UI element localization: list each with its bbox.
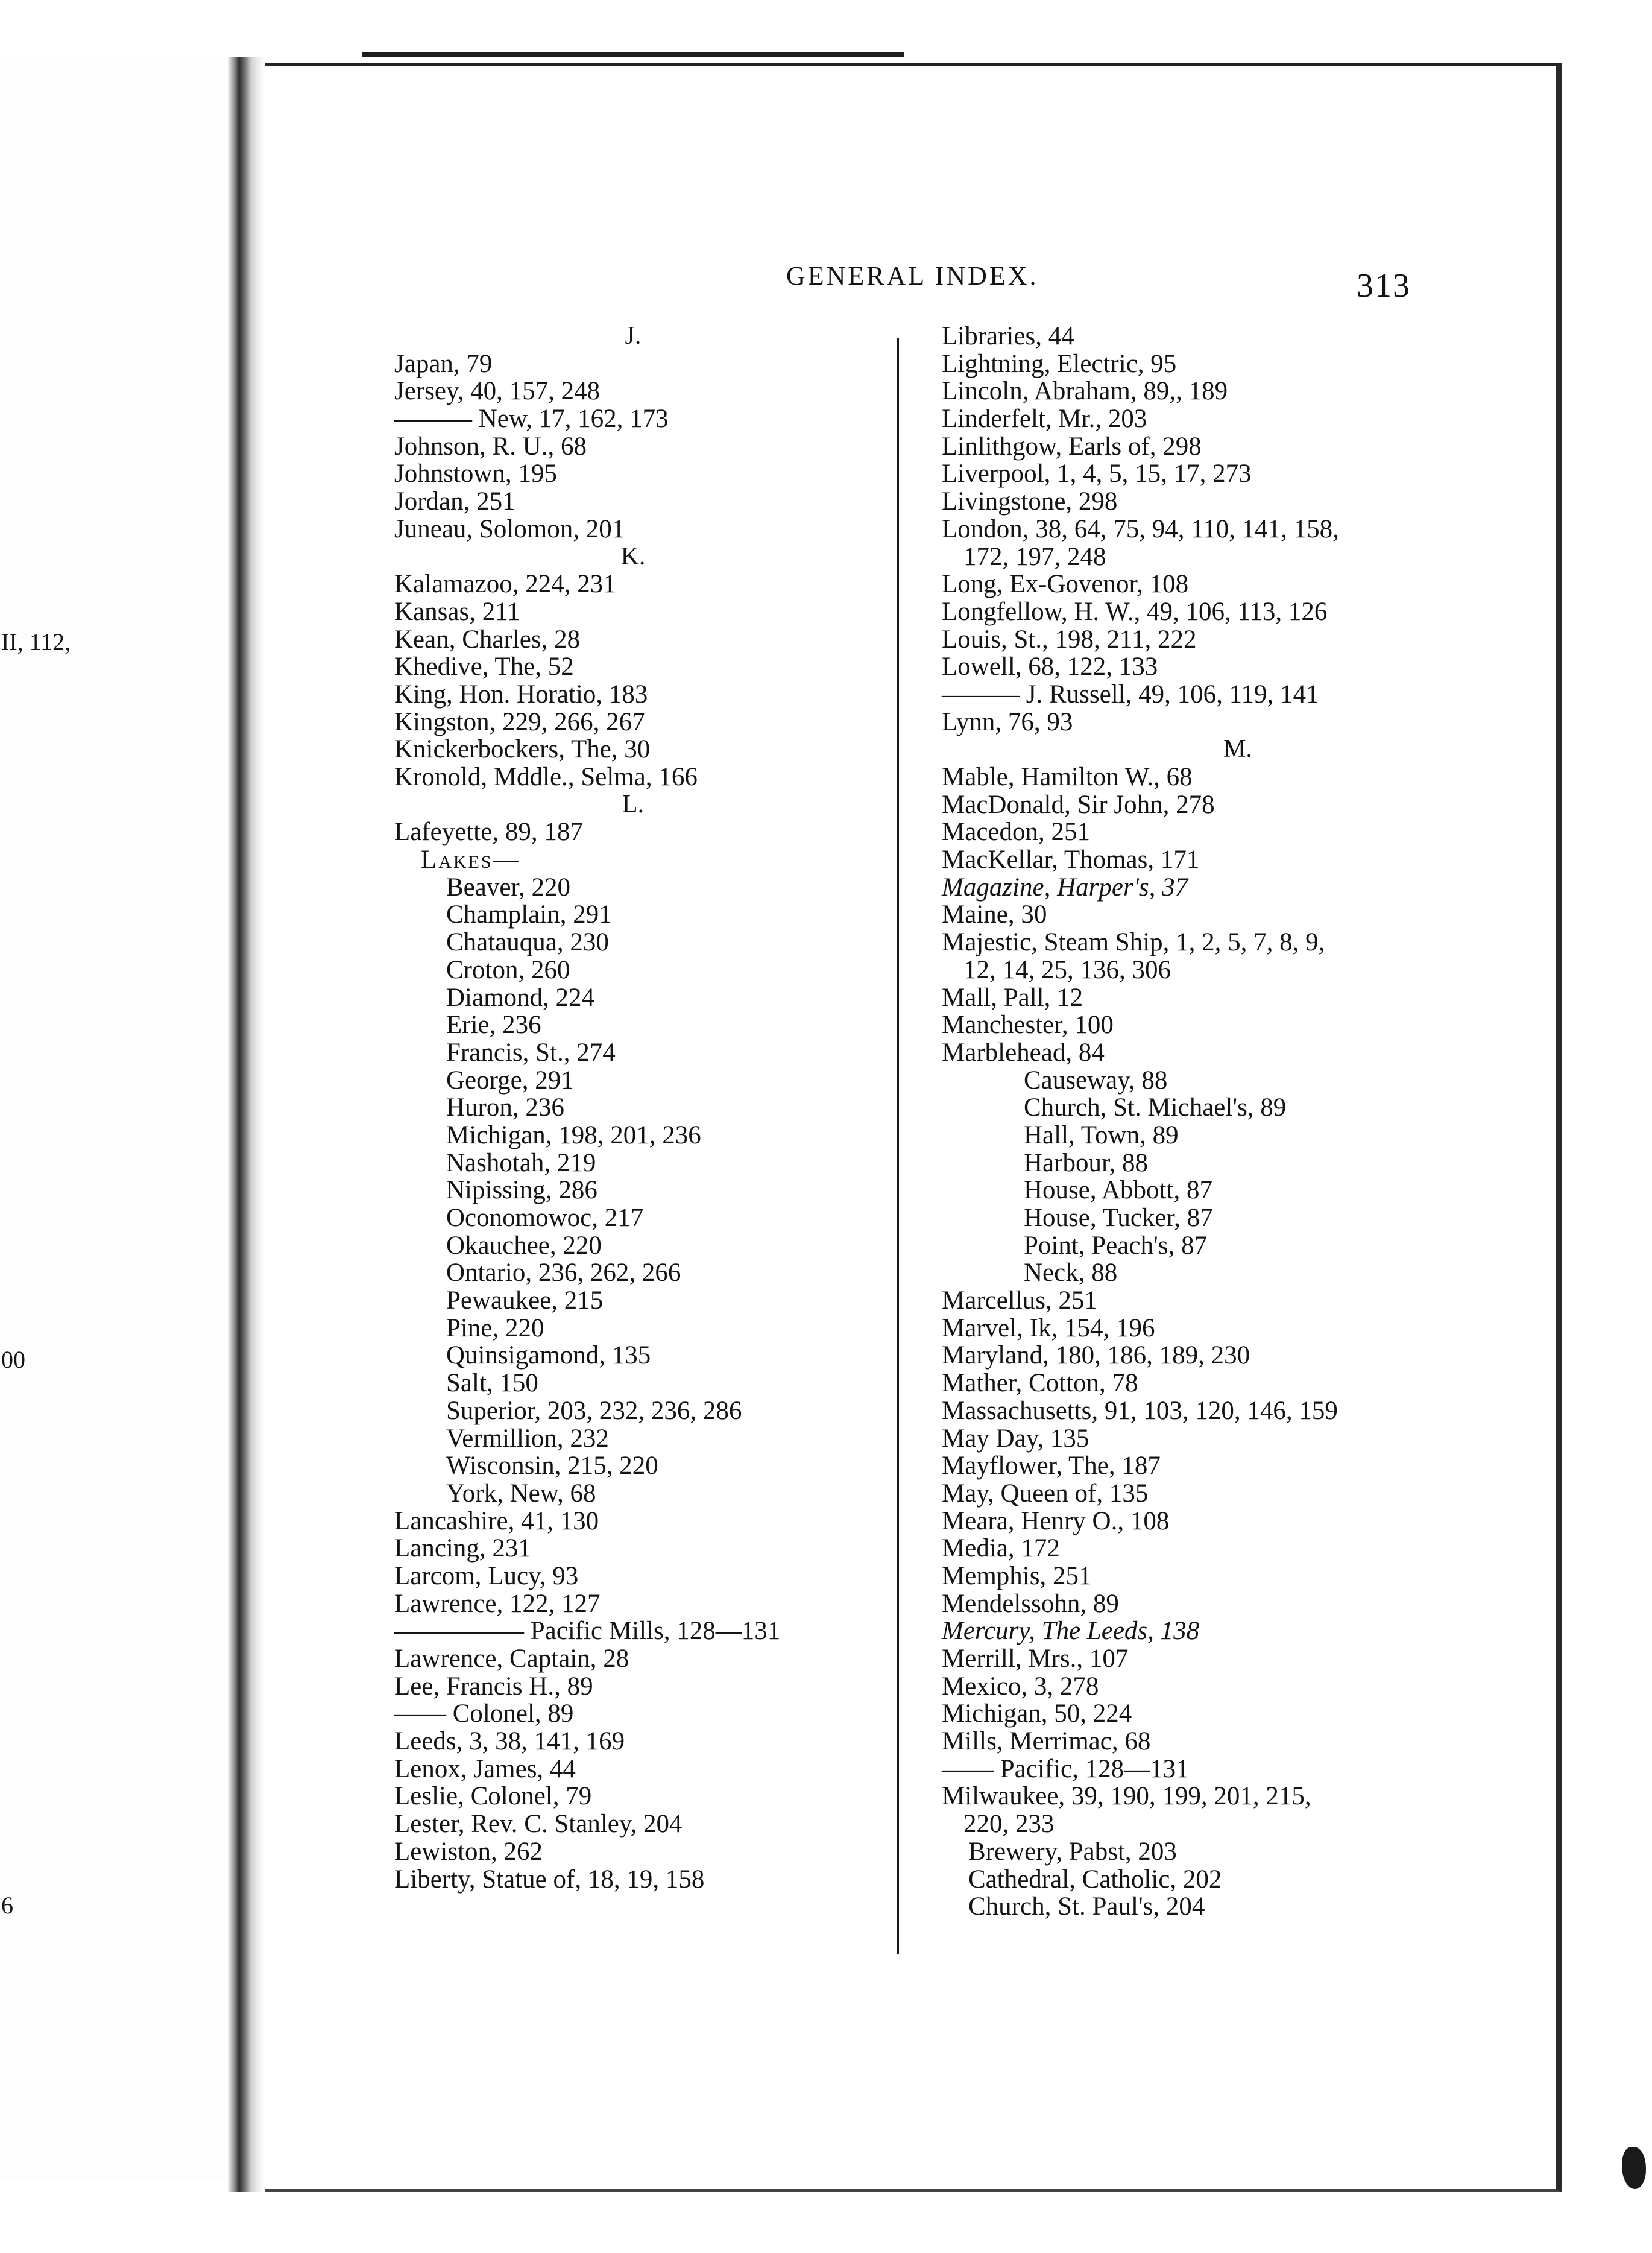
entry-text: Linderfelt, Mr., 203 (942, 405, 1147, 434)
entry-text: Lenox, James, 44 (394, 1754, 576, 1783)
index-entry (927, 846, 1548, 874)
index-entry (927, 1287, 1548, 1315)
running-header: GENERAL INDEX. (786, 261, 1039, 291)
entry-text: Erie, 236 (446, 1011, 541, 1040)
index-entry (380, 350, 886, 378)
index-entry (927, 1810, 1548, 1838)
previous-page-fragment (0, 57, 238, 2180)
index-entry (927, 598, 1548, 626)
entry-text: Salt, 150 (446, 1369, 538, 1398)
entry-text: Liverpool, 1, 4, 5, 15, 17, 273 (942, 460, 1252, 488)
entry-text: Leeds, 3, 38, 141, 169 (394, 1727, 625, 1756)
entry-text: Hall, Town, 89 (1024, 1120, 1179, 1149)
entry-text: Media, 172 (942, 1534, 1060, 1563)
index-entry (380, 460, 886, 488)
index-entry (927, 460, 1548, 488)
entry-text: Johnson, R. U., 68 (394, 432, 587, 461)
entry-text: Superior, 203, 232, 236, 286 (446, 1396, 742, 1425)
index-entry (927, 818, 1548, 846)
entry-text: Marcellus, 251 (942, 1286, 1097, 1315)
entry-text: Champlain, 291 (446, 900, 612, 929)
entry-text: Huron, 236 (446, 1093, 564, 1122)
index-entry (927, 1094, 1548, 1122)
entry-text: Harbour, 88 (1024, 1148, 1149, 1177)
entry-text: Maine, 30 (942, 900, 1047, 929)
entry-text: Oconomowoc, 217 (446, 1204, 644, 1232)
index-entry (927, 1370, 1548, 1397)
index-entry (927, 653, 1548, 681)
index-entry (927, 1011, 1548, 1039)
entry-text: Francis, St., 274 (446, 1038, 616, 1067)
index-entry (380, 1508, 886, 1535)
entry-text: Magazine, Harper's, 37 (942, 873, 1188, 902)
entry-text: Khedive, The, 52 (394, 653, 574, 681)
index-entry (380, 1370, 886, 1397)
entry-text: 172, 197, 248 (963, 542, 1106, 571)
index-entry (927, 1149, 1548, 1177)
index-entry (380, 488, 886, 516)
index-entry (380, 1204, 886, 1232)
entry-text: Meara, Henry O., 108 (942, 1506, 1170, 1535)
index-entry (927, 1204, 1548, 1232)
index-entry (380, 516, 886, 543)
entry-text: Maryland, 180, 186, 189, 230 (942, 1341, 1250, 1370)
index-entry (380, 681, 886, 709)
index-entry (927, 1728, 1548, 1755)
page-number: 313 (1357, 267, 1411, 305)
index-entry (927, 929, 1548, 956)
entry-text: Pewaukee, 215 (446, 1286, 604, 1315)
index-entry (927, 570, 1548, 598)
index-entry (380, 1011, 886, 1039)
index-entry (380, 1645, 886, 1673)
entry-text: Lynn, 76, 93 (942, 707, 1073, 736)
index-entry (927, 488, 1548, 516)
index-entry (380, 1067, 886, 1095)
entry-text: Mable, Hamilton W., 68 (942, 763, 1193, 791)
entry-text: Mather, Cotton, 78 (942, 1369, 1138, 1398)
entry-text: London, 38, 64, 75, 94, 110, 141, 158, (942, 514, 1339, 543)
entry-text: Lightning, Electric, 95 (942, 349, 1177, 378)
index-entry (927, 1783, 1548, 1810)
entry-text: Kean, Charles, 28 (394, 625, 581, 654)
entry-text: Louis, St., 198, 211, 222 (942, 625, 1197, 654)
entry-text: Wisconsin, 215, 220 (446, 1452, 658, 1480)
index-entry (380, 846, 886, 874)
entry-text: Memphis, 251 (942, 1561, 1092, 1590)
index-entry (927, 433, 1548, 461)
index-entry (927, 626, 1548, 654)
entry-text: Nashotah, 219 (446, 1148, 596, 1177)
entry-text: Michigan, 198, 201, 236 (446, 1120, 701, 1149)
entry-text: Longfellow, H. W., 49, 106, 113, 126 (942, 597, 1328, 626)
index-entry (380, 984, 886, 1012)
entry-text: ——— J. Russell, 49, 106, 119, 141 (942, 680, 1319, 709)
index-entry (380, 1700, 886, 1728)
entry-text: Linlithgow, Earls of, 298 (942, 432, 1202, 461)
entry-text: Mayflower, The, 187 (942, 1452, 1161, 1480)
entry-text: Lawrence, Captain, 28 (394, 1645, 629, 1673)
index-entry (380, 653, 886, 681)
index-entry (927, 1838, 1548, 1866)
entry-text: Neck, 88 (1024, 1259, 1118, 1288)
index-column-left (380, 323, 886, 1893)
entry-text: Lewiston, 262 (394, 1837, 543, 1866)
entry-text: Milwaukee, 39, 190, 199, 201, 215, (942, 1782, 1311, 1811)
entry-text: ——— New, 17, 162, 173 (394, 405, 669, 434)
section-letter (380, 323, 886, 350)
entry-text: Mercury, The Leeds, 138 (942, 1617, 1200, 1646)
section-letter (380, 791, 886, 819)
entry-text: Lincoln, Abraham, 89,, 189 (942, 377, 1228, 406)
entry-text: Causeway, 88 (1024, 1066, 1168, 1095)
entry-text: Merrill, Mrs., 107 (942, 1645, 1129, 1673)
index-entry (927, 1617, 1548, 1645)
index-entry (380, 874, 886, 902)
entry-text: Mills, Merrimac, 68 (942, 1727, 1151, 1756)
entry-text: Leslie, Colonel, 79 (394, 1782, 592, 1811)
index-entry (927, 709, 1548, 736)
entry-text: Lee, Francis H., 89 (394, 1672, 593, 1701)
index-entry (380, 1617, 886, 1645)
entry-text: Lowell, 68, 122, 133 (942, 653, 1158, 681)
index-entry (927, 516, 1548, 543)
index-entry (927, 378, 1548, 405)
entry-text: Kronold, Mddle., Selma, 166 (394, 763, 698, 791)
index-entry (380, 1563, 886, 1590)
index-entry (927, 1480, 1548, 1508)
index-entry (380, 570, 886, 598)
index-entry (380, 929, 886, 956)
entry-text: George, 291 (446, 1066, 574, 1095)
index-entry (927, 901, 1548, 929)
entry-text: 220, 233 (963, 1810, 1055, 1839)
entry-text: L. (622, 790, 645, 818)
entry-text: Marvel, Ik, 154, 196 (942, 1313, 1155, 1342)
index-entry (927, 956, 1548, 984)
entry-text: Marblehead, 84 (942, 1038, 1105, 1067)
entry-text: Long, Ex-Govenor, 108 (942, 570, 1189, 599)
entry-text: York, New, 68 (446, 1479, 596, 1508)
index-entry (380, 956, 886, 984)
entry-text: Brewery, Pabst, 203 (968, 1837, 1177, 1866)
entry-text: Massachusetts, 91, 103, 120, 146, 159 (942, 1396, 1338, 1425)
entry-text: M. (1223, 735, 1252, 763)
margin-fragment: 00 (1, 1346, 25, 1373)
page-top-edge (362, 52, 904, 57)
index-entry (927, 1893, 1548, 1921)
index-entry (380, 1673, 886, 1701)
entry-text: Lancing, 231 (394, 1534, 531, 1563)
index-entry (380, 1342, 886, 1370)
entry-text: Larcom, Lucy, 93 (394, 1561, 579, 1590)
entry-text: Kansas, 211 (394, 597, 520, 626)
entry-text: Church, St. Michael's, 89 (1024, 1093, 1287, 1122)
entry-text: House, Abbott, 87 (1024, 1176, 1212, 1205)
entry-text: Beaver, 220 (446, 873, 571, 902)
entry-text: Cathedral, Catholic, 202 (968, 1865, 1222, 1894)
index-entry (380, 1232, 886, 1260)
entry-text: Juneau, Solomon, 201 (394, 514, 625, 543)
index-entry (927, 1122, 1548, 1149)
entry-text: Jordan, 251 (394, 487, 515, 516)
index-entry (380, 1039, 886, 1067)
scan-blemish (1622, 2147, 1646, 2189)
index-entry (927, 1755, 1548, 1783)
entry-text: Vermillion, 232 (446, 1424, 609, 1453)
index-entry (927, 1315, 1548, 1342)
entry-text: Pine, 220 (446, 1313, 544, 1342)
entry-text: Liberty, Statue of, 18, 19, 158 (394, 1865, 705, 1894)
index-entry (927, 791, 1548, 819)
index-entry (927, 1645, 1548, 1673)
index-entry (380, 1452, 886, 1480)
entry-text: ————— Pacific Mills, 128—131 (394, 1617, 781, 1646)
index-entry (380, 1425, 886, 1453)
index-entry (380, 1315, 886, 1342)
margin-fragment: II, 112, (1, 628, 71, 656)
index-entry (927, 1397, 1548, 1425)
entry-text: MacDonald, Sir John, 278 (942, 790, 1215, 819)
index-entry (380, 1397, 886, 1425)
index-column-right (927, 323, 1548, 1921)
section-letter (927, 736, 1548, 763)
entry-text: Lancashire, 41, 130 (394, 1506, 599, 1535)
entry-text: Point, Peach's, 87 (1024, 1231, 1207, 1260)
entry-text: Church, St. Paul's, 204 (968, 1892, 1205, 1921)
index-entry (927, 1508, 1548, 1535)
index-entry (380, 1810, 886, 1838)
index-entry (380, 1755, 886, 1783)
index-entry (380, 1177, 886, 1204)
index-entry (380, 1122, 886, 1149)
index-entry (380, 1287, 886, 1315)
entry-text: Nipissing, 286 (446, 1176, 597, 1205)
index-entry (927, 763, 1548, 791)
index-entry (927, 1259, 1548, 1287)
entry-text: Mexico, 3, 278 (942, 1672, 1099, 1701)
entry-text: Lafeyette, 89, 187 (394, 818, 583, 847)
entry-text: House, Tucker, 87 (1024, 1204, 1213, 1232)
index-entry (927, 1425, 1548, 1453)
entry-text: May Day, 135 (942, 1424, 1089, 1453)
entry-text: MacKellar, Thomas, 171 (942, 845, 1200, 874)
entry-text: K. (620, 542, 646, 570)
index-entry (927, 1590, 1548, 1618)
entry-text: Manchester, 100 (942, 1011, 1114, 1040)
entry-text: King, Hon. Horatio, 183 (394, 680, 648, 709)
entry-text: Libraries, 44 (942, 322, 1074, 350)
entry-text: Croton, 260 (446, 955, 570, 984)
entry-text: Livingstone, 298 (942, 487, 1118, 516)
index-entry (380, 598, 886, 626)
entry-text: May, Queen of, 135 (942, 1479, 1149, 1508)
entry-text: Chatauqua, 230 (446, 928, 609, 957)
index-entry (927, 1452, 1548, 1480)
book-gutter (228, 57, 265, 2192)
entry-text: Michigan, 50, 224 (942, 1699, 1132, 1728)
index-entry (380, 1259, 886, 1287)
entry-text: J. (625, 322, 642, 350)
index-entry (380, 1094, 886, 1122)
entry-text: —— Pacific, 128—131 (942, 1754, 1189, 1783)
entry-text: Mendelssohn, 89 (942, 1589, 1119, 1618)
index-entry (927, 1039, 1548, 1067)
index-entry (380, 1728, 886, 1755)
entry-text: Knickerbockers, The, 30 (394, 735, 651, 764)
entry-text: Lester, Rev. C. Stanley, 204 (394, 1810, 683, 1839)
entry-text: Johnstown, 195 (394, 460, 557, 488)
index-entry (927, 405, 1548, 433)
index-entry (927, 1342, 1548, 1370)
entry-text: —— Colonel, 89 (394, 1699, 574, 1728)
entry-text: Kalamazoo, 224, 231 (394, 570, 616, 599)
index-entry (927, 1866, 1548, 1894)
index-entry (927, 543, 1548, 571)
margin-fragment: 6 (1, 1892, 13, 1919)
index-entry (380, 736, 886, 763)
entry-text: Diamond, 224 (446, 983, 595, 1012)
index-entry (380, 763, 886, 791)
entry-text: Mall, Pall, 12 (942, 983, 1083, 1012)
index-entry (927, 984, 1548, 1012)
index-entry (927, 1067, 1548, 1095)
index-entry (380, 709, 886, 736)
index-entry (927, 1563, 1548, 1590)
index-entry (380, 1480, 886, 1508)
index-entry (380, 626, 886, 654)
index-entry (380, 1866, 886, 1894)
index-entry (380, 1783, 886, 1810)
index-entry (927, 1177, 1548, 1204)
index-entry (927, 1535, 1548, 1563)
index-entry (380, 901, 886, 929)
entry-text: Ontario, 236, 262, 266 (446, 1259, 681, 1288)
index-entry (380, 1535, 886, 1563)
index-entry (380, 1838, 886, 1866)
index-entry (380, 378, 886, 405)
entry-text: Quinsigamond, 135 (446, 1341, 651, 1370)
index-entry (927, 323, 1548, 350)
entry-text: Lakes— (421, 845, 521, 874)
index-entry (380, 433, 886, 461)
entry-text: Kingston, 229, 266, 267 (394, 707, 645, 736)
index-entry (380, 1149, 886, 1177)
entry-text: Lawrence, 122, 127 (394, 1589, 601, 1618)
index-entry (927, 350, 1548, 378)
index-entry (380, 1590, 886, 1618)
index-entry (927, 874, 1548, 902)
index-entry (927, 1700, 1548, 1728)
entry-text: Macedon, 251 (942, 818, 1090, 847)
index-entry (380, 818, 886, 846)
index-entry (927, 681, 1548, 709)
entry-text: 12, 14, 25, 136, 306 (963, 955, 1171, 984)
entry-text: Jersey, 40, 157, 248 (394, 377, 601, 406)
index-entry (380, 405, 886, 433)
entry-text: Majestic, Steam Ship, 1, 2, 5, 7, 8, 9, (942, 928, 1325, 957)
entry-text: Japan, 79 (394, 349, 493, 378)
section-letter (380, 543, 886, 571)
index-entry (927, 1673, 1548, 1701)
entry-text: Okauchee, 220 (446, 1231, 602, 1260)
index-entry (927, 1232, 1548, 1260)
column-divider (897, 338, 899, 1954)
